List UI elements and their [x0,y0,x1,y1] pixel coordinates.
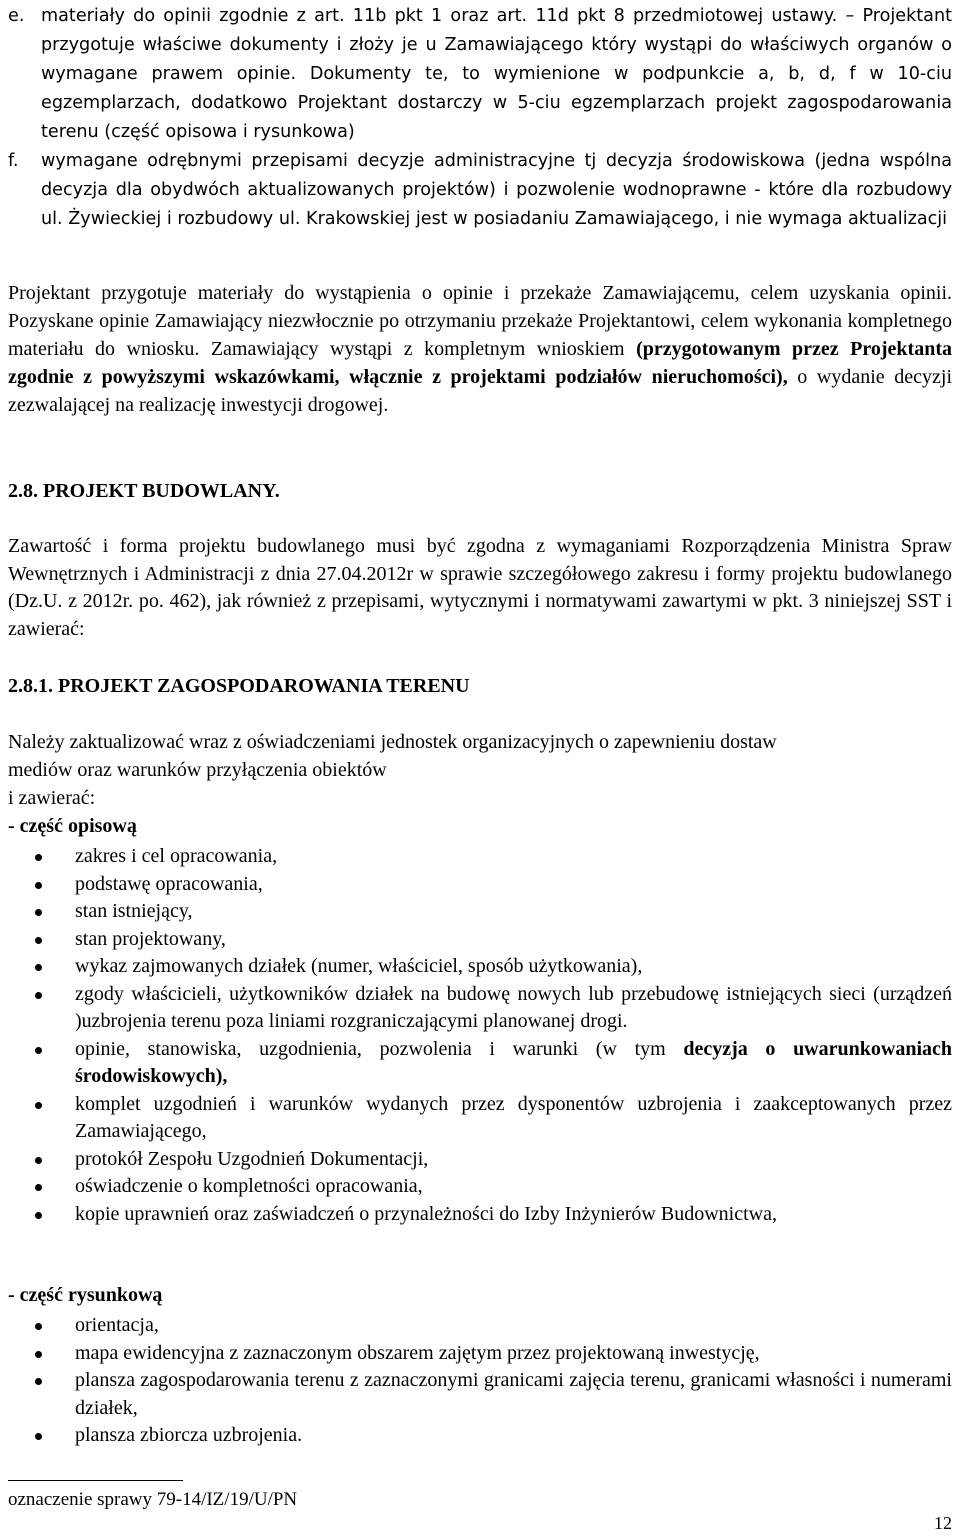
list-item: plansza zagospodarowania terenu z zaznaczonymi granicami zajęcia terenu, granicami własności i numerami działek, [35,1367,952,1422]
list-item-bold-text: decyzja o uwarunkowaniach środowiskowych), [75,1037,952,1087]
list-item-text: materiały do opinii zgodnie z art. 11b pkt 1 oraz art. 11d pkt 8 przedmiotowej ustawy. – Projektant przygotuje właściwe dokumenty i złoży je u Zamawiającego który wystąpi do właściwych organów o wymagane prawem opinie. Dokumenty te, to wymienione w podpunkcie a, b, d, f w 10-ciu egzemplarzach, dodatkowo Projektant dostarczy w 5-ciu egzemplarzach projekt zagospodarowania terenu (część opisowa i rysunkowa) [41,6,952,142]
intro-line: i zawierać: [8,787,96,809]
list-item: podstawę opracowania, [35,871,952,899]
section-heading-2-8-1: 2.8.1. PROJEKT ZAGOSPODAROWANIA TERENU [8,675,470,697]
paragraph-building-project: Zawartość i forma projektu budowlanego musi być zgodna z wymaganiami Rozporządzenia Ministra Spraw Wewnętrznych i Administracji z dnia 27.04.2012r w sprawie szczegółowego zakresu i formy projektu budowlanego (Dz.U. z 2012r. po. 462), jak również z przepisami, wytycznymi i normatywami zawartymi w pkt. 3 niniejszej SST i zawierać: [8,535,952,640]
list-item: stan projektowany, [35,926,952,954]
list-item: komplet uzgodnień i warunków wydanych przez dysponentów uzbrojenia i zaakceptowanych przez Zamawiającego, [35,1091,952,1146]
list-item: stan istniejący, [35,898,952,926]
paragraph-text: Projektant przygotuje materiały do wystąpienia o opinie i przekaże Zamawiającemu, celem uzyskania opinii. Pozyskane opinie Zamawiający niezwłocznie po otrzymaniu przekaże Projektantowi, celem wykonania kompletnego materiału do wniosku. Zamawiający wystąpi z kompletnym wnioskiem [8,282,952,360]
intro-line: mediów oraz warunków przyłączenia obiektów [8,759,387,781]
descriptive-part-list [35,843,952,1228]
footer-divider [8,1480,183,1481]
list-item-text: opinie, stanowiska, uzgodnienia, pozwolenia i warunki (w tym [75,1037,684,1060]
requirements-list [8,2,952,234]
intro-line: Należy zaktualizować wraz z oświadczeniami jednostek organizacyjnych o zapewnieniu dostaw [8,731,777,753]
list-item: mapa ewidencyjna z zaznaczonym obszarem zajętym przez projektowaną inwestycję, [35,1340,952,1368]
list-item: kopie uprawnień oraz zaświadczeń o przynależności do Izby Inżynierów Budownictwa, [35,1201,952,1229]
list-item: zakres i cel opracowania, [35,843,952,871]
list-item: plansza zbiorcza uzbrojenia. [35,1422,952,1450]
case-reference: oznaczenie sprawy 79-14/IZ/19/U/PN [8,1489,298,1510]
list-item [35,1036,952,1091]
list-marker: f. [8,151,19,171]
drawing-part-list [35,1312,952,1450]
list-item-e [8,2,952,147]
list-item: wykaz zajmowanych działek (numer, właściciel, sposób użytkowania), [35,953,952,981]
paragraph-text: o wydanie decyzji zezwalającej na realizację inwestycji drogowej. [8,366,952,416]
descriptive-part-label: - część opisową [8,815,137,837]
paragraph-opinions [8,279,952,419]
list-item: oświadczenie o kompletności opracowania, [35,1173,952,1201]
list-item: orientacja, [35,1312,952,1340]
page-number: 12 [934,1513,952,1533]
list-item-f [8,147,952,234]
section-heading-2-8: 2.8. PROJEKT BUDOWLANY. [8,480,280,502]
paragraph-bold-text: (przygotowanym przez Projektanta zgodnie z powyższymi wskazówkami, włącznie z projektami podziałów nieruchomości), [8,338,952,388]
list-item: zgody właścicieli, użytkowników działek na budowę nowych lub przebudowę istniejących sieci (urządzeń )uzbrojenia terenu poza liniami rozgraniczającymi planowanej drogi. [35,981,952,1036]
drawing-part-label: - część rysunkową [8,1284,163,1306]
list-item-text: wymagane odrębnymi przepisami decyzje administracyjne tj decyzja środowiskowa (jedna wspólna decyzja dla obydwóch aktualizowanych projektów) i pozwolenie wodnoprawne - które dla rozbudowy ul. Żywieckiej i rozbudowy ul. Krakowskiej jest w posiadaniu Zamawiającego, i nie wymaga aktualizacji [41,151,952,229]
list-item: protokół Zespołu Uzgodnień Dokumentacji, [35,1146,952,1174]
list-marker: e. [8,6,25,26]
